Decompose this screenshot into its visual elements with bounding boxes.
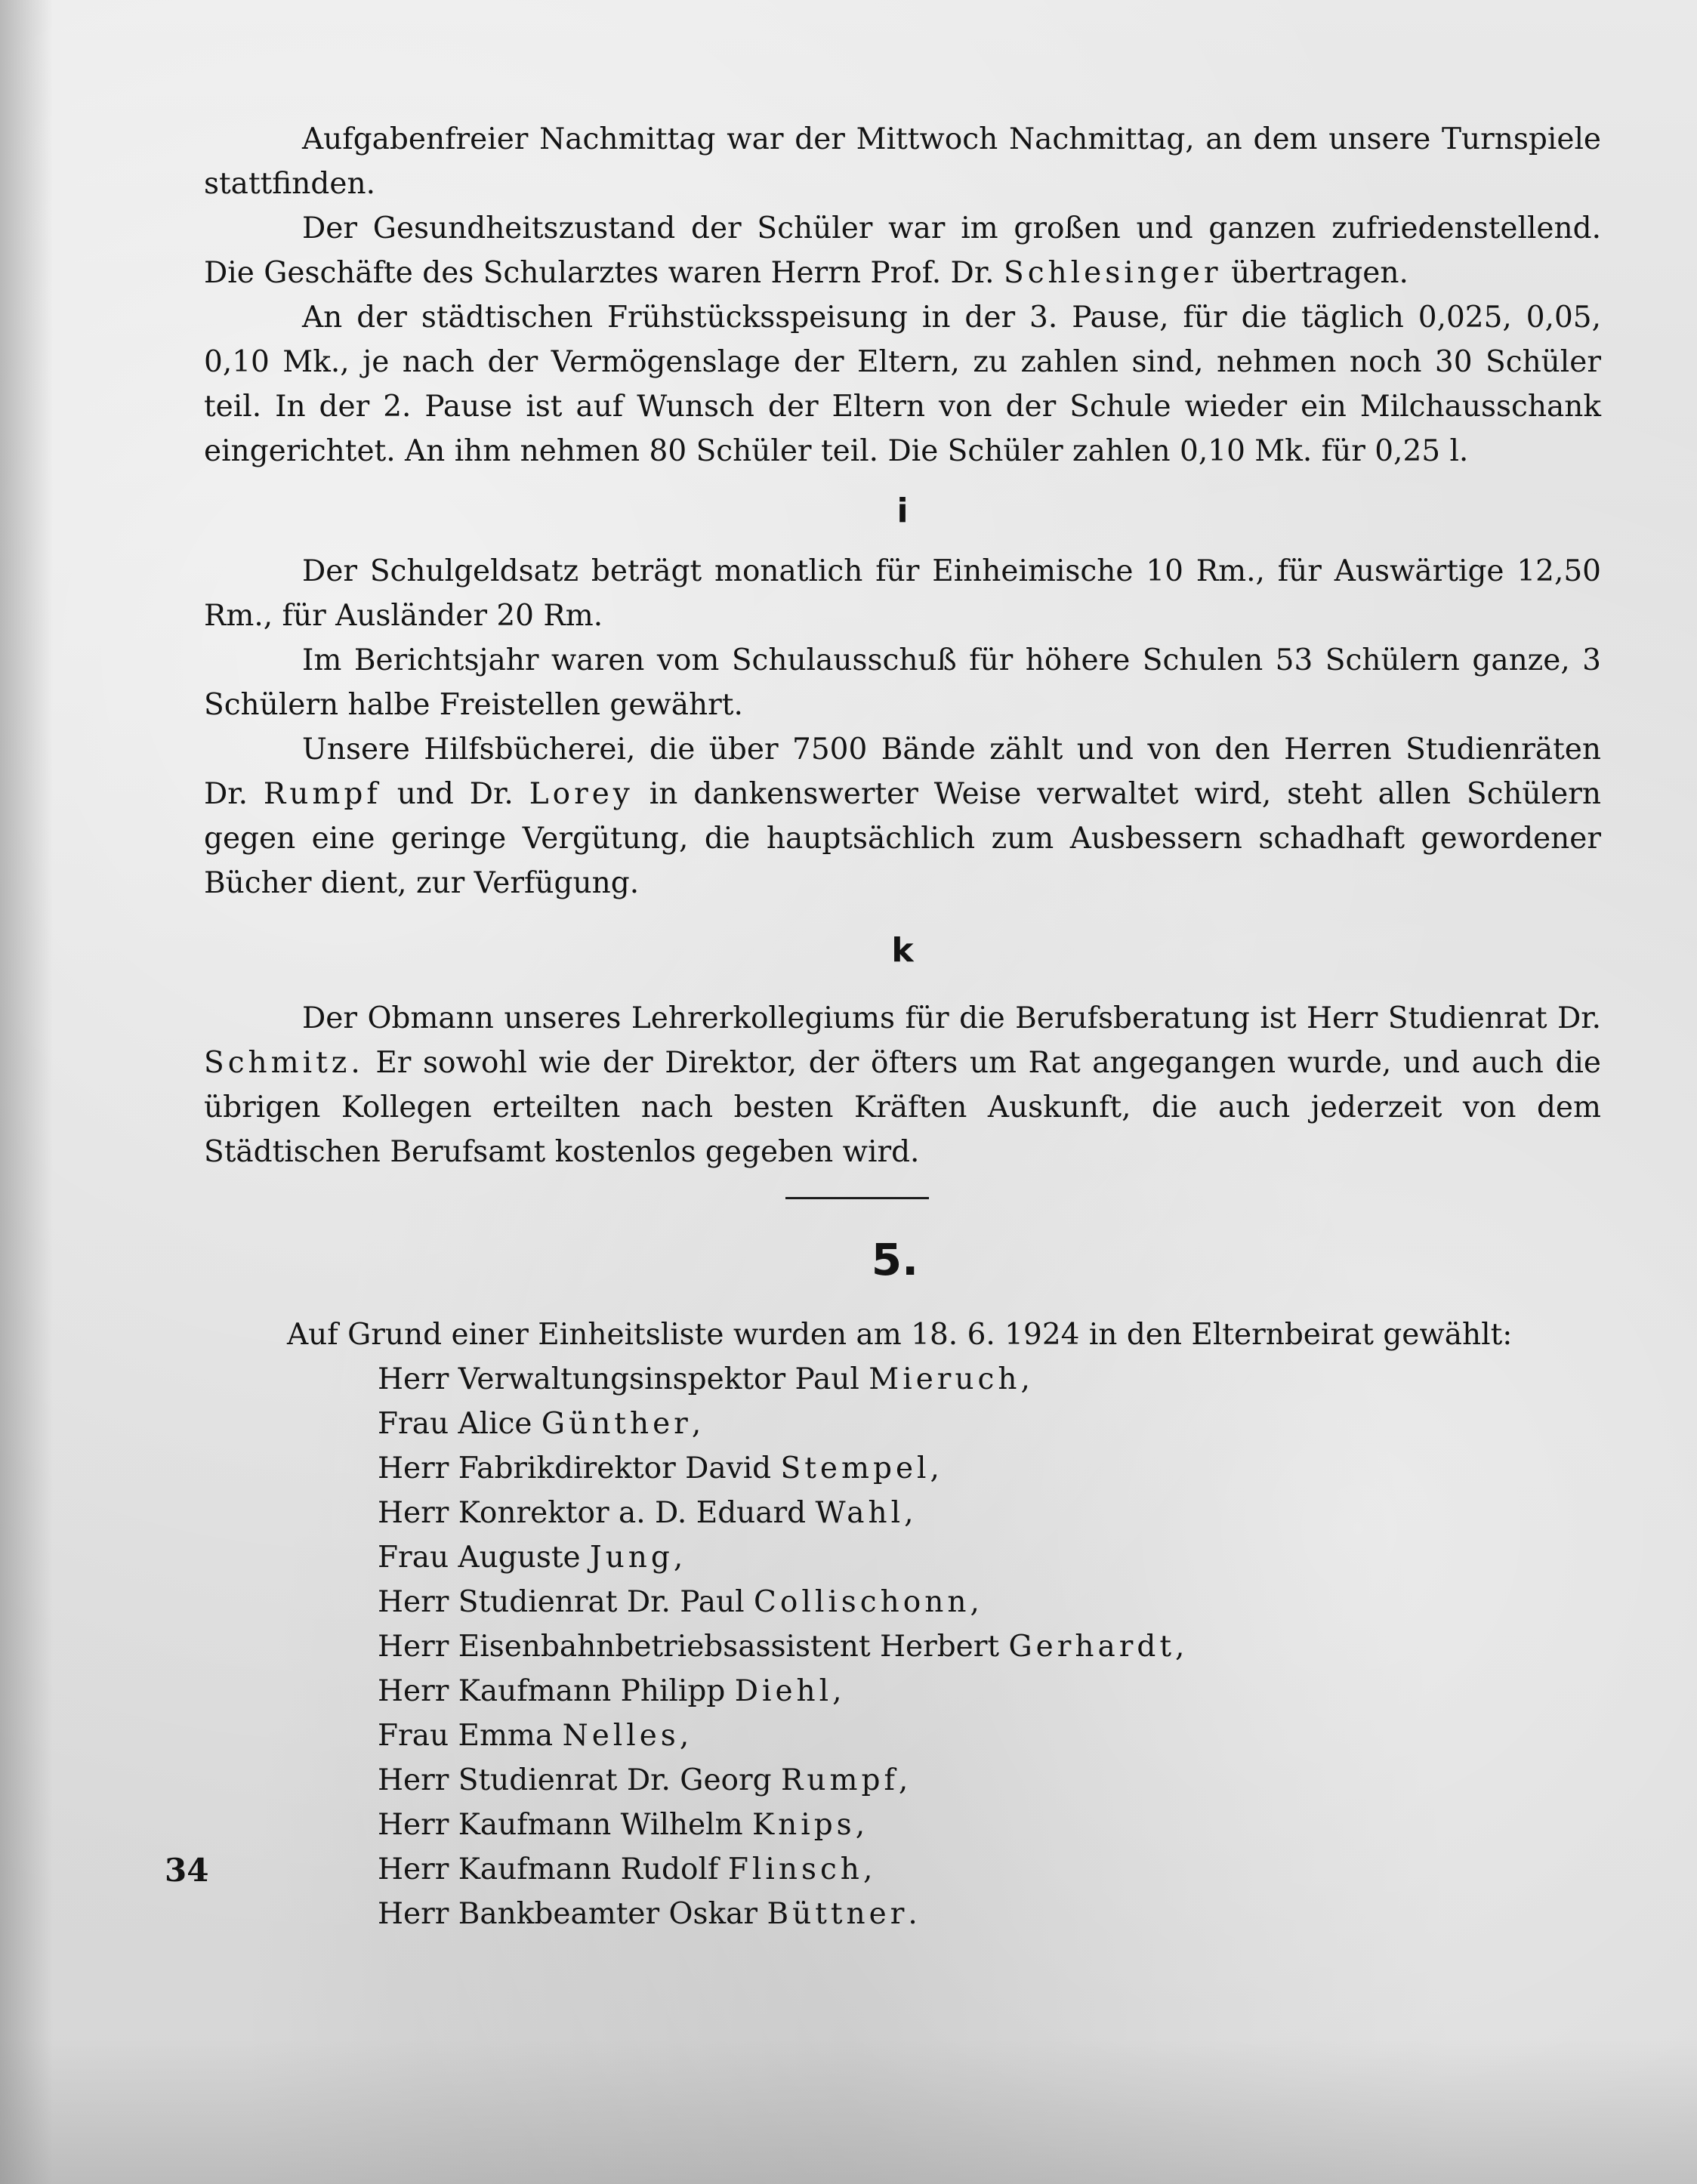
librarian-name-2: Lorey: [529, 777, 634, 811]
member-punctuation: ,: [855, 1808, 865, 1842]
member-punctuation: ,: [673, 1541, 683, 1575]
paragraph-breakfast: An der städtischen Frühstücksspeisung in der 3. Pause, für die täglich 0,025, 0,05, 0,10 Mk., je nach der Vermögenslage der Eltern, zu zahlen sind, nehmen noch 30 Schüler teil. In der 2. Pause ist auf Wunsch der Eltern von der Schule wieder ein Milchausschank eingerichtet. An ihm nehmen 80 Schüler teil. Die Schüler zahlen 0,10 Mk. für 0,25 l.: [204, 301, 1601, 468]
paragraph-health: [204, 206, 1601, 295]
page-number: 34: [165, 1852, 209, 1889]
member-surname: Wahl: [815, 1496, 905, 1530]
member-surname: Diehl: [734, 1674, 833, 1708]
career-text-b: Er sowohl wie der Direktor, der öfters um Rat angegangen wurde, und auch die übrigen Kollegen erteilten nach besten Kräften Auskunft, die auch jederzeit von dem Städtischen Berufsamt kostenlos gegeben wird.: [204, 1046, 1601, 1169]
paragraph-career-advice: [204, 996, 1601, 1174]
member-list-item: [378, 1714, 1601, 1758]
member-surname: Stempel: [780, 1451, 930, 1485]
page-content: [204, 117, 1601, 1936]
section-heading-k: k: [891, 931, 914, 970]
library-text-c: in dankenswerter Weise verwaltet wird, steht allen Schülern gegen eine geringe Vergütung, die hauptsächlich zum Ausbessern schadhaft gewordener Bücher dient, zur Verfügung.: [204, 777, 1601, 900]
member-title: Herr Bankbeamter Oskar: [378, 1897, 758, 1931]
member-surname: Knips: [751, 1808, 856, 1842]
member-title: Frau Auguste: [378, 1541, 581, 1575]
member-title: Herr Fabrikdirektor David: [378, 1451, 772, 1485]
member-title: Herr Kaufmann Philipp: [378, 1674, 726, 1708]
member-list-item: [378, 1892, 1601, 1936]
member-title: Herr Kaufmann Rudolf: [378, 1852, 719, 1886]
member-surname: Nelles: [562, 1719, 680, 1753]
member-list-item: [378, 1758, 1601, 1803]
career-advisor-name: Schmitz.: [204, 1046, 364, 1080]
member-list-item: [378, 1847, 1601, 1892]
member-punctuation: ,: [862, 1852, 873, 1886]
health-text-b: übertragen.: [1230, 256, 1409, 290]
member-title: Frau Emma: [378, 1719, 554, 1753]
member-surname: Jung: [590, 1541, 674, 1575]
member-punctuation: ,: [930, 1451, 940, 1485]
member-title: Herr Verwaltungsinspektor Paul: [378, 1362, 859, 1396]
member-surname: Günther: [541, 1407, 692, 1441]
section-divider: [785, 1197, 929, 1199]
member-surname: Rumpf: [781, 1763, 899, 1797]
library-text-a: Unsere Hilfsbücherei, die über 7500 Bände zählt und von den Herren Studienräten Dr.: [204, 733, 1601, 811]
member-surname: Flinsch: [727, 1852, 863, 1886]
member-list-item: [378, 1402, 1601, 1446]
member-punctuation: ,: [691, 1407, 702, 1441]
member-punctuation: ,: [679, 1719, 690, 1753]
school-doctor-name: Schlesinger: [1004, 256, 1222, 290]
health-text-a: Der Gesundheitszustand der Schüler war im großen und ganzen zufriedenstellend. Die Geschäfte des Schularztes waren Herrn Prof. Dr.: [204, 211, 1601, 290]
section-heading-5: 5.: [871, 1234, 919, 1285]
member-punctuation: .: [908, 1897, 918, 1931]
member-list-item: [378, 1803, 1601, 1847]
member-surname: Mieruch: [869, 1362, 1021, 1396]
paragraph-freiplaetze: Im Berichtsjahr waren vom Schulausschuß für höhere Schulen 53 Schülern ganze, 3 Schülern halbe Freistellen gewährt.: [204, 643, 1601, 722]
member-surname: Collischonn: [754, 1585, 970, 1619]
member-list-item: [378, 1535, 1601, 1580]
member-title: Herr Studienrat Dr. Paul: [378, 1585, 745, 1619]
member-title: Herr Kaufmann Wilhelm: [378, 1808, 743, 1842]
member-list-item: [378, 1580, 1601, 1624]
paragraph-library: [204, 727, 1601, 905]
member-title: Frau Alice: [378, 1407, 532, 1441]
page-shadow-left: [0, 0, 53, 2184]
member-list-item: [378, 1669, 1601, 1714]
member-surname: Gerhardt: [1008, 1630, 1176, 1664]
section-heading-i: i: [896, 492, 909, 530]
career-text-a: Der Obmann unseres Lehrerkollegiums für die Berufsberatung ist Herr Studienrat Dr.: [302, 1001, 1601, 1035]
member-punctuation: ,: [1175, 1630, 1185, 1664]
paragraph-turnspiele: Aufgabenfreier Nachmittag war der Mittwoch Nachmittag, an dem unsere Turnspiele stattfinden.: [204, 122, 1601, 201]
paragraph-fees: Der Schulgeldsatz beträgt monatlich für Einheimische 10 Rm., für Auswärtige 12,50 Rm., für Ausländer 20 Rm.: [204, 554, 1601, 633]
member-list-item: [378, 1491, 1601, 1535]
member-list-item: [378, 1446, 1601, 1491]
member-punctuation: ,: [832, 1674, 842, 1708]
member-title: Herr Konrektor a. D. Eduard: [378, 1496, 807, 1530]
member-surname: Büttner: [767, 1897, 909, 1931]
elternbeirat-member-list: [204, 1357, 1601, 1936]
member-title: Herr Studienrat Dr. Georg: [378, 1763, 772, 1797]
page-shadow-bottom: [0, 2039, 1697, 2184]
member-title: Herr Eisenbahnbetriebsassistent Herbert: [378, 1630, 1000, 1664]
member-punctuation: ,: [970, 1585, 980, 1619]
member-list-item: [378, 1624, 1601, 1669]
member-list-item: [378, 1357, 1601, 1402]
member-punctuation: ,: [898, 1763, 909, 1797]
librarian-name-1: Rumpf: [263, 777, 381, 811]
member-punctuation: ,: [1020, 1362, 1030, 1396]
member-punctuation: ,: [904, 1496, 914, 1530]
library-text-b: und Dr.: [396, 777, 514, 811]
elternbeirat-intro: Auf Grund einer Einheitsliste wurden am 18. 6. 1924 in den Elternbeirat gewählt:: [287, 1318, 1513, 1352]
